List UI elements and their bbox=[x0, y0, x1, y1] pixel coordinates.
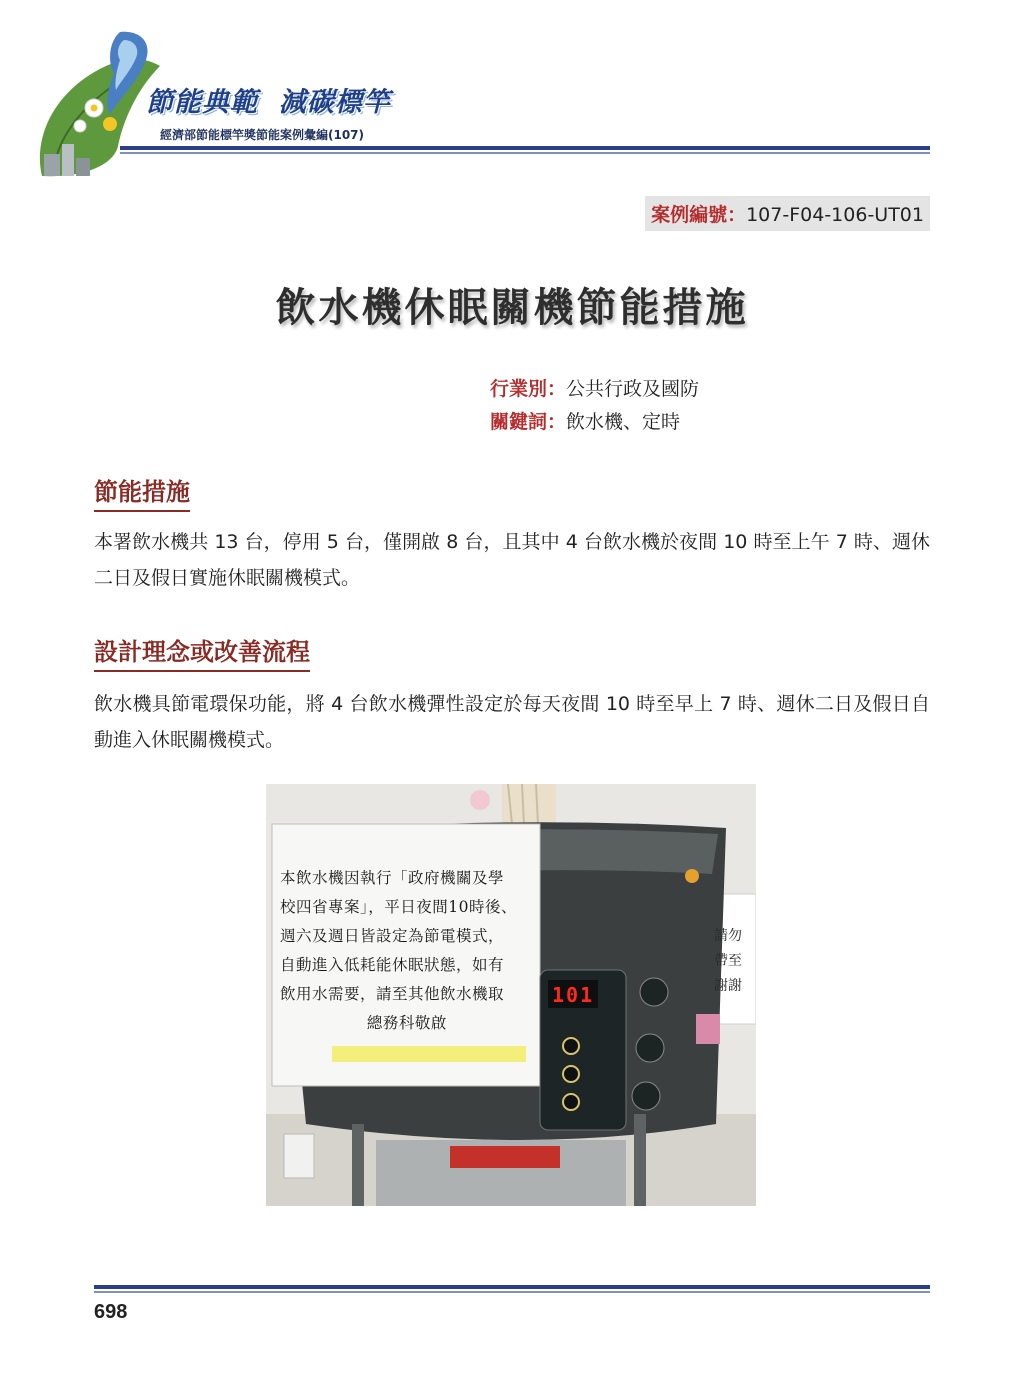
brand-subtitle: 經濟部節能標竿獎節能案例彙編(107) bbox=[160, 128, 365, 142]
section-body-design: 飲水機具節電環保功能，將 4 台飲水機彈性設定於每天夜間 10 時至早上 7 時、週休二日及假日自動進入休眠關機模式。 bbox=[94, 693, 930, 751]
footer-rule-thin bbox=[94, 1291, 930, 1293]
section-body-measures: 本署飲水機共 13 台，停用 5 台，僅開啟 8 台，且其中 4 台飲水機於夜間 10 時至上午 7 時、週休二日及假日實施休眠關機模式。 bbox=[94, 531, 930, 589]
wall-notice-text: 請勿 帶至 謝謝 bbox=[714, 928, 742, 994]
section-heading-design: 設計理念或改善流程 bbox=[94, 632, 310, 672]
section-heading-measures: 節能措施 bbox=[94, 472, 190, 512]
dispenser-notice-text: 本飲水機因執行「政府機關及學 校四省專案」，平日夜間10時後、 週六及週日皆設定為節電模式， 自動進入低耗能休眠狀態，如有 飲用水需要，請至其他飲水機取 總務科敬啟 bbox=[280, 869, 517, 1032]
keywords-value: 飲水機、定時 bbox=[566, 411, 681, 433]
brand-title: 節能典範 減碳標竿 bbox=[146, 87, 391, 118]
page-header bbox=[0, 0, 1024, 190]
water-dispenser-photo bbox=[266, 784, 756, 1206]
industry-label: 行業別： bbox=[490, 378, 567, 400]
keywords-label: 關鍵詞： bbox=[490, 411, 567, 433]
document-title: 飲水機休眠關機節能措施 bbox=[275, 285, 749, 331]
header-rule-thick bbox=[120, 146, 930, 150]
page-number: 698 bbox=[94, 1301, 128, 1323]
case-number-value: 107-F04-106-UT01 bbox=[746, 204, 924, 226]
header-rule-thin bbox=[120, 152, 930, 154]
keywords-line bbox=[490, 407, 680, 434]
case-number-label: 案例編號： bbox=[651, 204, 747, 226]
dispenser-temperature-display: 101 bbox=[552, 983, 595, 1007]
case-number-box bbox=[645, 196, 930, 231]
footer-rule-thick bbox=[94, 1285, 930, 1289]
industry-value: 公共行政及國防 bbox=[566, 378, 700, 400]
industry-line bbox=[490, 374, 699, 401]
